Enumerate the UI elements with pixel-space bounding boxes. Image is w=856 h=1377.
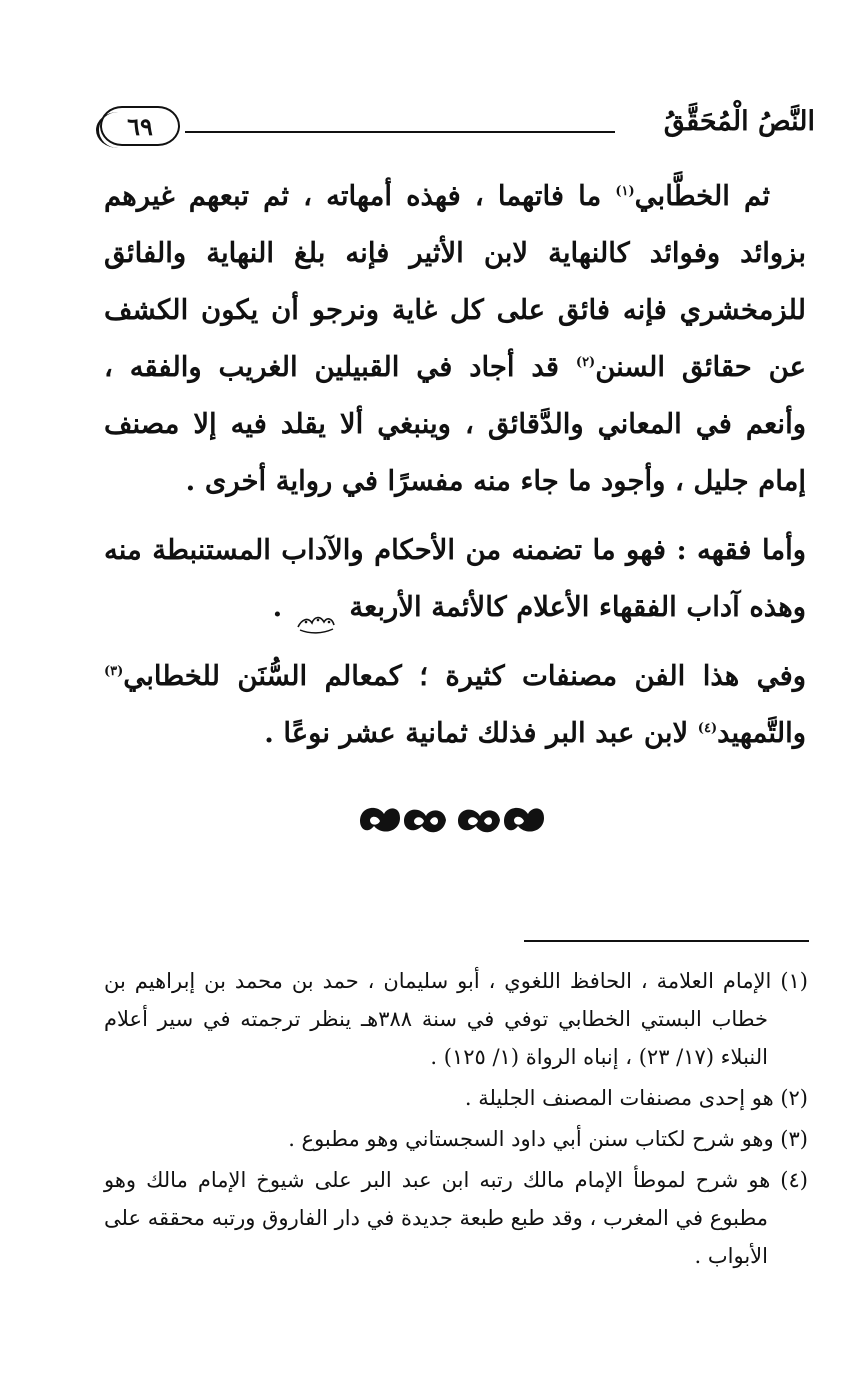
- paragraph-1: [104, 168, 806, 510]
- paragraph-3-text-a: وفي هذا الفن مصنفات كثيرة ؛ كمعالم السُّنَن للخطابي: [123, 660, 806, 692]
- footnotes: [104, 962, 808, 1278]
- paragraph-1-text-c: قد أجاد في القبيلين الغريب والفقه ، وأنعم في المعاني والدَّقائق ، وينبغي ألا يقلد فيه إلا مصنف إمام جليل ، وأجود ما جاء منه مفسرًا في رواية أخرى .: [104, 351, 806, 497]
- footnote-ref-1[interactable]: (١): [615, 183, 635, 199]
- paragraph-2-end: .: [272, 591, 292, 623]
- footnote-4: (٤) هو شرح لموطأ الإمام مالك رتبه ابن عبد البر على شيوخ الإمام مالك وهو مطبوع في المغرب ، وقد طبع طبعة جديدة في دار الفاروق ورتبه محققه على الأبواب .: [104, 1168, 808, 1268]
- paragraph-2-lead: وأما فقهه: [697, 534, 806, 566]
- footnote-separator: [524, 940, 809, 942]
- footnote-ref-2[interactable]: (٢): [575, 354, 596, 370]
- paragraph-3: [104, 648, 806, 762]
- paragraph-3-text-c: لابن عبد البر فذلك ثمانية عشر نوعًا .: [264, 717, 698, 749]
- page-number-frame: [100, 106, 180, 146]
- footnote-2: (٢) هو إحدى مصنفات المصنف الجليلة .: [464, 1086, 808, 1110]
- paragraph-2-text: : فهو ما تضمنه من الأحكام والآداب المستنبطة منه وهذه آداب الفقهاء الأعلام كالأئمة الأربعة: [104, 534, 806, 623]
- honorific-glyph-icon: [296, 598, 336, 620]
- header-title: النَّصُ الْمُحَقَّقُ: [663, 106, 815, 137]
- paragraph-1-text-a: ثم الخطَّابي: [634, 180, 770, 212]
- header-rule: [185, 131, 615, 133]
- paragraph-2: [104, 522, 806, 636]
- paragraph-3-text-b: والتَّمهيد: [717, 717, 806, 749]
- running-header: [100, 100, 815, 160]
- main-text: [104, 168, 806, 774]
- ornament-divider-icon: [352, 796, 552, 846]
- page-number: ٦٩: [127, 111, 153, 141]
- footnote-1: (١) الإمام العلامة ، الحافظ اللغوي ، أبو سليمان ، حمد بن محمد بن إبراهيم بن خطاب البستي الخطابي توفي في سنة ٣٨٨هـ ينظر ترجمته في سير أعلام النبلاء (١٧/ ٢٣) ، إنباه الرواة (١/ ١٢٥) .: [104, 969, 808, 1069]
- footnote-3: (٣) وهو شرح لكتاب سنن أبي داود السجستاني وهو مطبوع .: [288, 1127, 808, 1151]
- paragraph-1-text-b: ما فاتهما ، فهذه أمهاته ، ثم تبعهم غيرهم بزوائد وفوائد كالنهاية لابن الأثير فإنه بلغ النهاية والفائق للزمخشري فإنه فائق على كل غاية ونرجو أن يكون الكشف عن حقائق السنن: [104, 180, 806, 383]
- footnote-ref-4[interactable]: (٤): [697, 720, 718, 736]
- footnote-ref-3[interactable]: (٣): [104, 663, 124, 679]
